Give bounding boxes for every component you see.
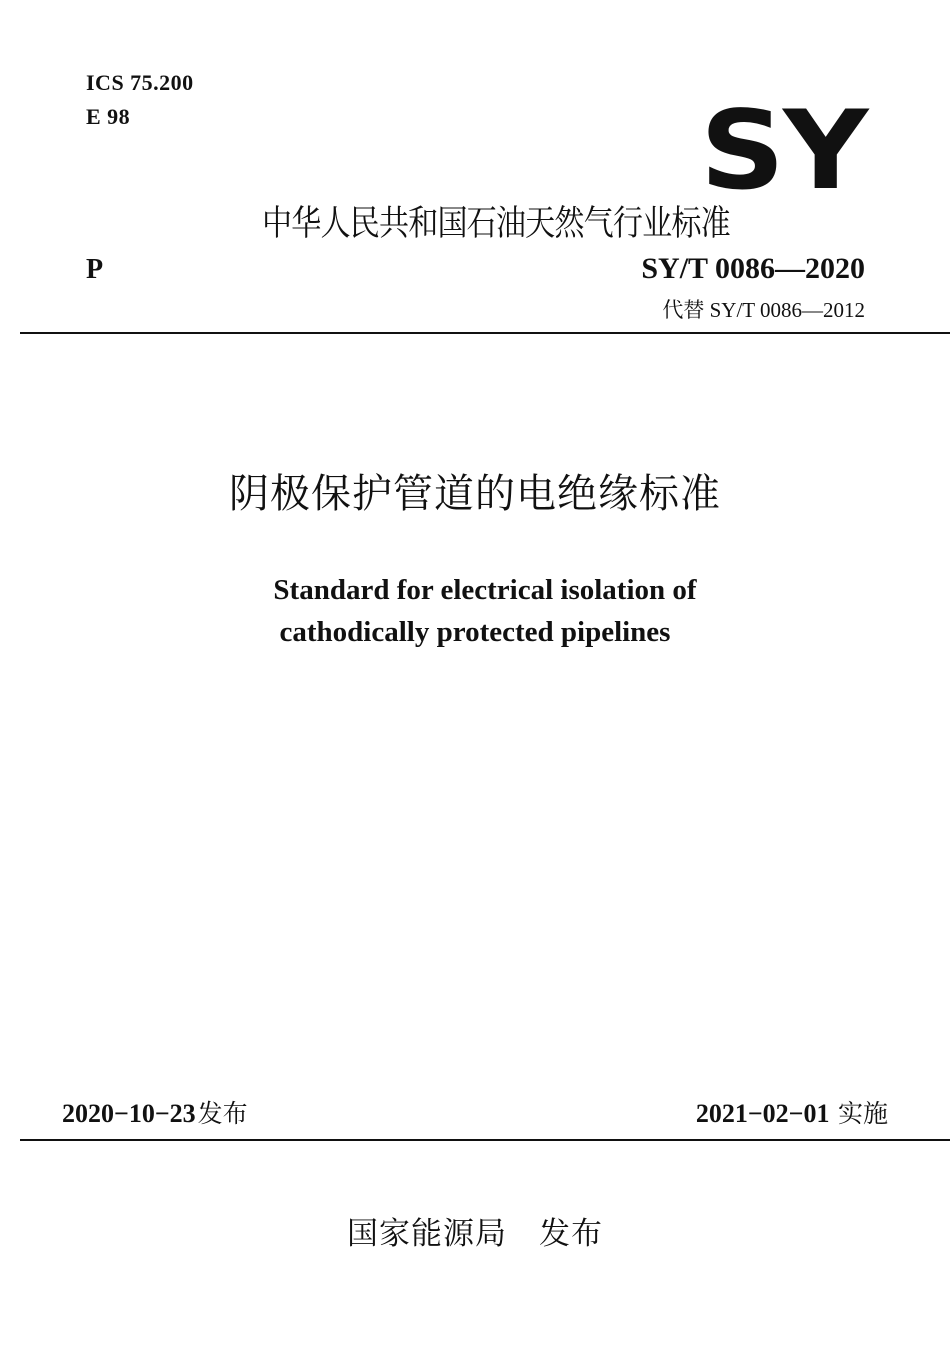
title-english-line1: Standard for electrical isolation of bbox=[273, 574, 697, 606]
sy-logo: SY bbox=[700, 86, 867, 214]
publisher: 国家能源局 发布 bbox=[347, 1216, 603, 1252]
standard-number: SY/T 0086—2020 bbox=[641, 252, 865, 285]
classification-letter: P bbox=[86, 254, 104, 285]
issue-date-value: 2020−10−23 bbox=[62, 1099, 196, 1128]
replaces-standard: 代替 SY/T 0086—2012 bbox=[662, 298, 865, 322]
top-divider bbox=[20, 332, 950, 334]
bottom-divider bbox=[20, 1139, 950, 1141]
title-chinese: 阴极保护管道的电绝缘标准 bbox=[229, 471, 721, 517]
implementation-label: 实施 bbox=[837, 1099, 888, 1128]
implementation-date-value: 2021−02−01 bbox=[695, 1099, 830, 1128]
ccs-code: E 98 bbox=[86, 104, 131, 129]
title-english-line2: cathodically protected pipelines bbox=[279, 616, 671, 648]
implementation-date bbox=[696, 1094, 888, 1130]
issue-label: 发布 bbox=[197, 1099, 248, 1128]
industry-standard-heading: 中华人民共和国石油天然气行业标准 bbox=[262, 204, 730, 244]
ics-code: ICS 75.200 bbox=[86, 70, 194, 95]
issue-date bbox=[62, 1094, 248, 1130]
